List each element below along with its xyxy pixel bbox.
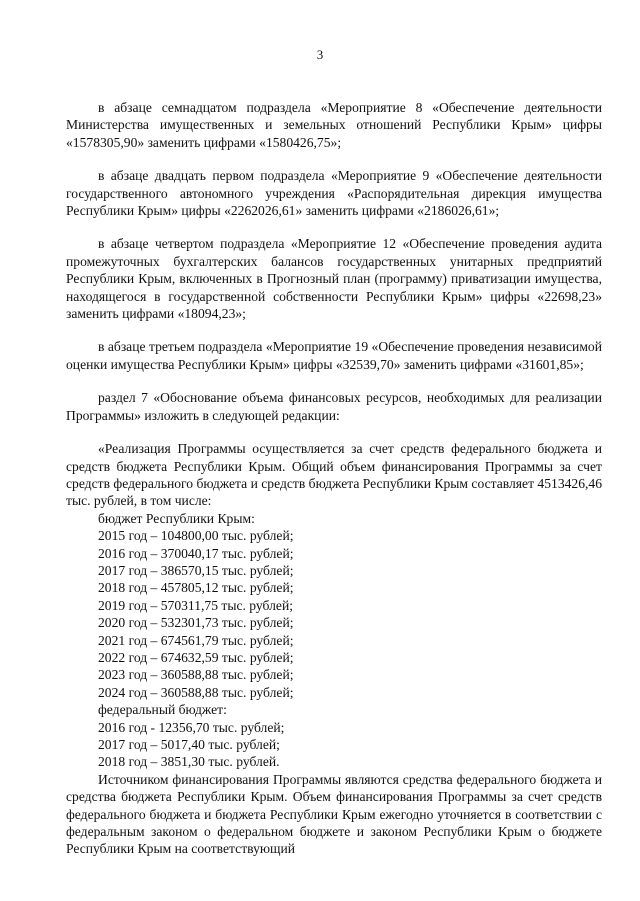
paragraph-amendment-2: в абзаце двадцать первом подраздела «Мероприятие 9 «Обеспечение деятельности государственного автономного учреждения «Распорядительная дирекция имущества Республики Крым» цифры «2262026,61» заменить цифрами «2186026,61»; — [66, 168, 602, 219]
quoted-section-7 — [66, 440, 602, 858]
closing-paragraph: Источником финансирования Программы являются средства федерального бюджета и средства бюджета Республики Крым. Объем финансирования Программы за счет средств федерального бюджета и бюджета Республики Крым ежегодно уточняется в соответствии с федеральным законом о федеральном бюджете и законом Республики Крым о бюджете Республики Крым на соответствующий — [66, 771, 602, 857]
federal-budget-line: 2017 год – 5017,40 тыс. рублей; — [98, 737, 280, 752]
quote-intro: «Реализация Программы осуществляется за счет средств федерального бюджета и средств бюджета Республики Крым. Общий объем финансирования Программы за счет средств федерального бюджета и средств бюджета Республики Крым составляет 4513426,46 тыс. рублей, в том числе: — [66, 441, 602, 509]
regional-budget-line: 2018 год – 457805,12 тыс. рублей; — [98, 580, 294, 596]
paragraph-section-7: раздел 7 «Обоснование объема финансовых ресурсов, необходимых для реализации Программы» изложить в следующей редакции: — [66, 390, 602, 423]
page-number: 3 — [316, 47, 324, 62]
regional-budget-line: 2020 год – 532301,73 тыс. рублей; — [98, 615, 294, 631]
regional-budget-line: 2019 год – 570311,75 тыс. рублей; — [98, 597, 293, 613]
regional-budget-line: 2017 год – 386570,15 тыс. рублей; — [98, 562, 294, 578]
federal-budget-line: 2018 год – 3851,30 тыс. рублей. — [98, 754, 280, 770]
regional-budget-line: 2016 год – 370040,17 тыс. рублей; — [98, 545, 294, 561]
paragraph-amendment-1: в абзаце семнадцатом подраздела «Мероприятие 8 «Обеспечение деятельности Министерства имущественных и земельных отношений Республики Крым» цифры «1578305,90» заменить цифрами «1580426,75»; — [66, 100, 602, 150]
regional-budget-heading: бюджет Республики Крым: — [98, 510, 255, 526]
document-body — [66, 99, 602, 858]
regional-budget-line: 2021 год – 674561,79 тыс. рублей; — [98, 632, 294, 648]
regional-budget-line: 2022 год – 674632,59 тыс. рублей; — [98, 649, 294, 665]
regional-budget-line: 2015 год – 104800,00 тыс. рублей; — [98, 528, 294, 544]
regional-budget-line: 2023 год – 360588,88 тыс. рублей; — [98, 667, 294, 683]
regional-budget-line: 2024 год – 360588,88 тыс. рублей; — [98, 684, 294, 700]
paragraph-amendment-4: в абзаце третьем подраздела «Мероприятие 19 «Обеспечение проведения независимой оценки имущества Республики Крым» цифры «32539,70» заменить цифрами «31601,85»; — [66, 339, 602, 372]
paragraph-amendment-3: в абзаце четвертом подраздела «Мероприятие 12 «Обеспечение проведения аудита промежуточных бухгалтерских балансов государственных унитарных предприятий Республики Крым, включенных в Прогнозный план (программу) приватизации имущества, находящегося в государственной собственности Республики Крым» цифры «22698,23» заменить цифрами «18094,23»; — [66, 236, 602, 322]
federal-budget-line: 2016 год - 12356,70 тыс. рублей; — [98, 719, 285, 735]
federal-budget-heading: федеральный бюджет: — [98, 702, 227, 718]
